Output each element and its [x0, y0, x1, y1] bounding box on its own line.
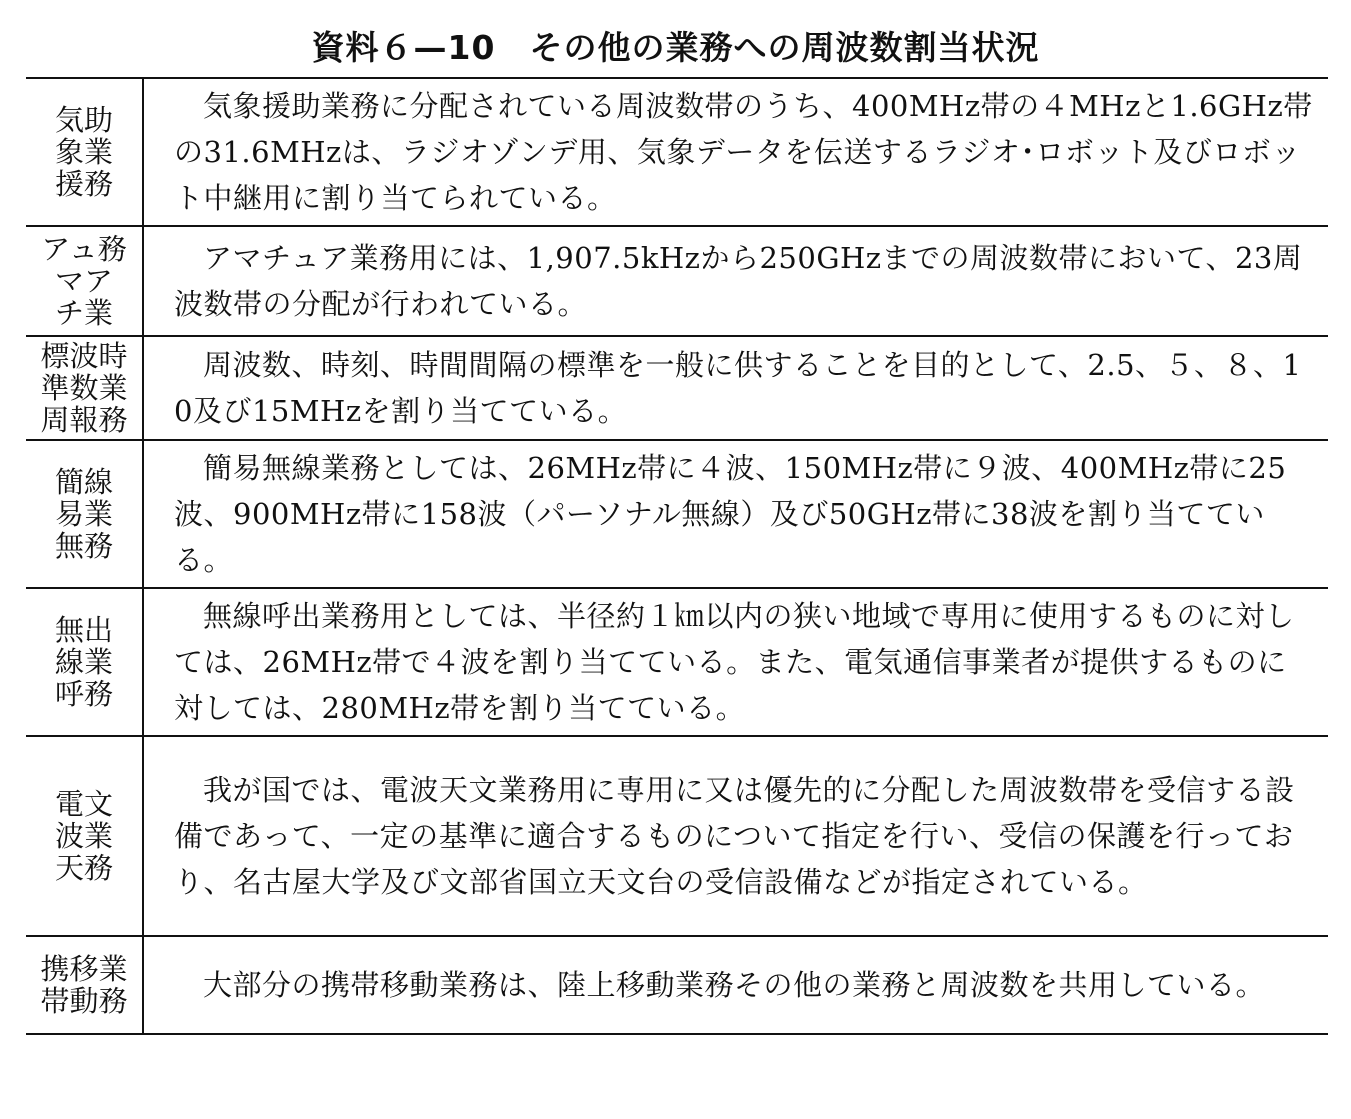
- row-body-cell: [143, 78, 1328, 226]
- row-body-cell: [143, 336, 1328, 440]
- row-label-cell: [26, 936, 143, 1034]
- row-text: 気象援助業務に分配されている周波数帯のうち、400MHz帯の４MHzと1.6GHz帯の31.6MHzは、ラジオゾンデ用、気象データを伝送するラジオ･ロボット及びロボット中継用に割り当てられている。: [174, 89, 1313, 215]
- row-body-cell: [143, 936, 1328, 1034]
- row-body-cell: [143, 440, 1328, 588]
- row-body-cell: [143, 588, 1328, 736]
- row-label: 気助 象業 援務: [54, 104, 113, 200]
- row-text: 周波数、時刻、時間間隔の標準を一般に供することを目的として、2.5、５、８、10及び15MHzを割り当てている。: [174, 348, 1302, 428]
- table-row: [26, 336, 1328, 440]
- row-label-cell: [26, 440, 143, 588]
- row-text: 大部分の携帯移動業務は、陸上移動業務その他の業務と周波数を共用している。: [203, 968, 1266, 1002]
- row-label-cell: [26, 736, 143, 936]
- table-row: [26, 588, 1328, 736]
- row-text: 無線呼出業務用としては、半径約１㎞以内の狭い地域で専用に使用するものに対しては、26MHz帯で４波を割り当てている。また、電気通信事業者が提供するものに対しては、280MHz帯を割り当てている。: [174, 599, 1295, 725]
- row-label: 無出 線業 呼務: [54, 614, 113, 710]
- row-label-cell: [26, 336, 143, 440]
- row-label: 標波時 準数業 周報務: [40, 340, 128, 436]
- row-text: 我が国では、電波天文業務用に専用に又は優先的に分配した周波数帯を受信する設備であって、一定の基準に適合するものについて指定を行い、受信の保護を行っており、名古屋大学及び文部省国立天文台の受信設備などが指定されている。: [174, 773, 1295, 899]
- page-title: 資料６—10 その他の業務への周波数割当状況: [311, 28, 1040, 67]
- row-text: 簡易無線業務としては、26MHz帯に４波、150MHz帯に９波、400MHz帯に25波、900MHz帯に158波（パーソナル無線）及び50GHz帯に38波を割り当てている。: [174, 451, 1287, 577]
- table-row: [26, 936, 1328, 1034]
- table-row: [26, 78, 1328, 226]
- row-label: 簡線 易業 無務: [54, 466, 113, 562]
- allocation-table: [26, 77, 1328, 1035]
- table-row: [26, 226, 1328, 336]
- row-label-cell: [26, 588, 143, 736]
- row-label: アュ務 マア チ業: [41, 233, 127, 329]
- row-label: 電文 波業 天務: [54, 788, 113, 884]
- row-text: アマチュア業務用には、1,907.5kHzから250GHzまでの周波数帯において、23周波数帯の分配が行われている。: [174, 241, 1303, 321]
- row-label-cell: [26, 78, 143, 226]
- row-label: 携移業 帯動務: [40, 953, 128, 1017]
- row-body-cell: [143, 736, 1328, 936]
- table-row: [26, 440, 1328, 588]
- row-label-cell: [26, 226, 143, 336]
- table-row: [26, 736, 1328, 936]
- row-body-cell: [143, 226, 1328, 336]
